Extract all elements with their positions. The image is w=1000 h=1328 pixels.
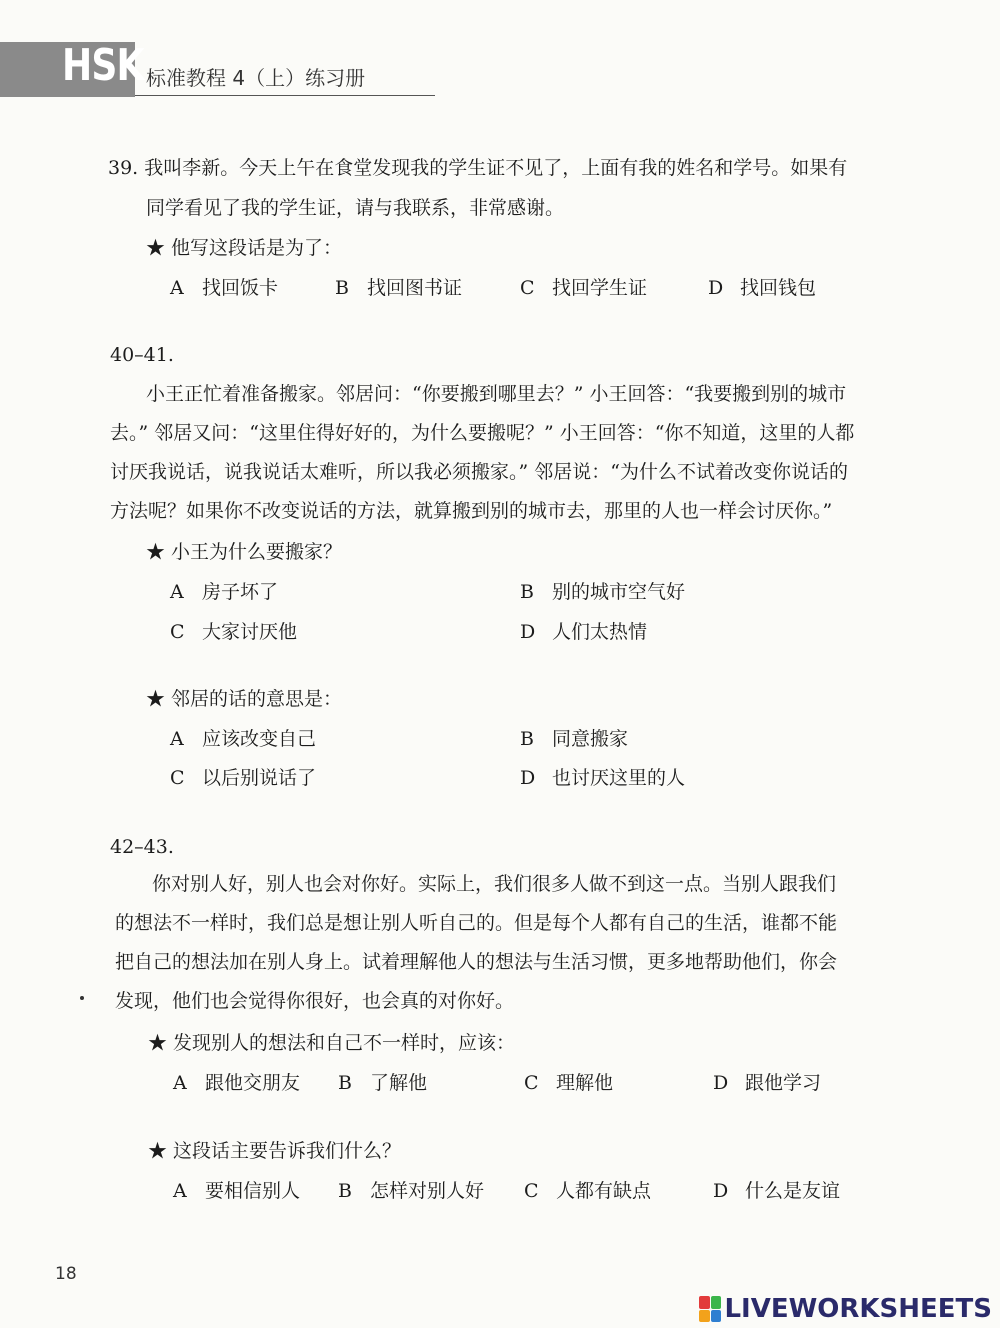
watermark-text: LIVEWORKSHEETS — [724, 1294, 992, 1324]
q41-option-d[interactable]: D 也讨厌这里的人 — [520, 767, 686, 789]
q40-question: ★ 小王为什么要搬家？ — [146, 541, 343, 563]
q43-question: ★ 这段话主要告诉我们什么？ — [148, 1140, 402, 1162]
q41-question: ★ 邻居的话的意思是： — [146, 688, 343, 710]
q42-question: ★ 发现别人的想法和自己不一样时，应该： — [148, 1032, 516, 1054]
q43-option-d[interactable]: D 什么是友谊 — [713, 1180, 841, 1202]
logo-square-green — [711, 1296, 722, 1309]
q41-option-b[interactable]: B 同意搬家 — [520, 728, 629, 750]
q39-line-2: 同学看见了我的学生证，请与我联系，非常感谢。 — [146, 197, 565, 219]
logo-square-red — [699, 1296, 710, 1309]
q40-option-b[interactable]: B 别的城市空气好 — [520, 581, 686, 603]
header-title: 标准教程 4（上）练习册 — [146, 66, 366, 90]
q42-43-number: 42–43. — [110, 836, 174, 858]
q40-41-line-4: 方法呢？如果你不改变说话的方法，就算搬到别的城市去，那里的人也一样会讨厌你。” — [110, 500, 833, 522]
page-number: 18 — [55, 1264, 77, 1284]
liveworksheets-logo-icon — [699, 1296, 721, 1322]
q39-option-a[interactable]: A 找回饭卡 — [170, 277, 279, 299]
q40-41-number: 40–41. — [110, 344, 174, 366]
q39-option-c[interactable]: C 找回学生证 — [520, 277, 648, 299]
header-logo: HSK — [62, 40, 144, 91]
q42-option-b[interactable]: B 了解他 — [338, 1072, 428, 1094]
logo-square-blue — [711, 1310, 722, 1323]
logo-square-orange — [699, 1310, 710, 1323]
q43-option-c[interactable]: C 人都有缺点 — [524, 1180, 652, 1202]
q39-line-1: 39. 我叫李新。今天上午在食堂发现我的学生证不见了，上面有我的姓名和学号。如果有 — [108, 157, 848, 179]
q40-41-line-2: 去。” 邻居又问：“这里住得好好的，为什么要搬呢？” 小王回答：“你不知道，这里的人都 — [110, 422, 855, 444]
q42-43-line-2: 的想法不一样时，我们总是想让别人听自己的。但是每个人都有自己的生活，谁都不能 — [115, 912, 838, 934]
q42-option-a[interactable]: A 跟他交朋友 — [173, 1072, 301, 1094]
q40-41-line-3: 讨厌我说话，说我说话太难听，所以我必须搬家。” 邻居说：“为什么不试着改变你说话的 — [110, 461, 848, 483]
q42-option-c[interactable]: C 理解他 — [524, 1072, 614, 1094]
header-rule — [135, 95, 435, 96]
q42-option-d[interactable]: D 跟他学习 — [713, 1072, 822, 1094]
q40-41-line-1: 小王正忙着准备搬家。邻居问：“你要搬到哪里去？” 小王回答：“我要搬到别的城市 — [146, 383, 847, 405]
q42-43-line-1: 你对别人好，别人也会对你好。实际上，我们很多人做不到这一点。当别人跟我们 — [152, 873, 837, 895]
q41-option-c[interactable]: C 以后别说话了 — [170, 767, 317, 789]
q39-question: ★ 他写这段话是为了： — [146, 237, 343, 259]
q43-option-b[interactable]: B 怎样对别人好 — [338, 1180, 485, 1202]
q43-option-a[interactable]: A 要相信别人 — [173, 1180, 301, 1202]
q40-option-a[interactable]: A 房子坏了 — [170, 581, 279, 603]
q40-option-c[interactable]: C 大家讨厌他 — [170, 621, 298, 643]
q41-option-a[interactable]: A 应该改变自己 — [170, 728, 317, 750]
q42-43-line-4: 发现，他们也会觉得你很好，也会真的对你好。 — [115, 990, 515, 1012]
q40-option-d[interactable]: D 人们太热情 — [520, 621, 648, 643]
q39-option-b[interactable]: B 找回图书证 — [335, 277, 463, 299]
q39-option-d[interactable]: D 找回钱包 — [708, 277, 817, 299]
liveworksheets-watermark — [699, 1294, 992, 1324]
q42-43-line-3: 把自己的想法加在别人身上。试着理解他人的想法与生活习惯，更多地帮助他们，你会 — [115, 951, 838, 973]
scan-speck — [80, 996, 84, 1000]
